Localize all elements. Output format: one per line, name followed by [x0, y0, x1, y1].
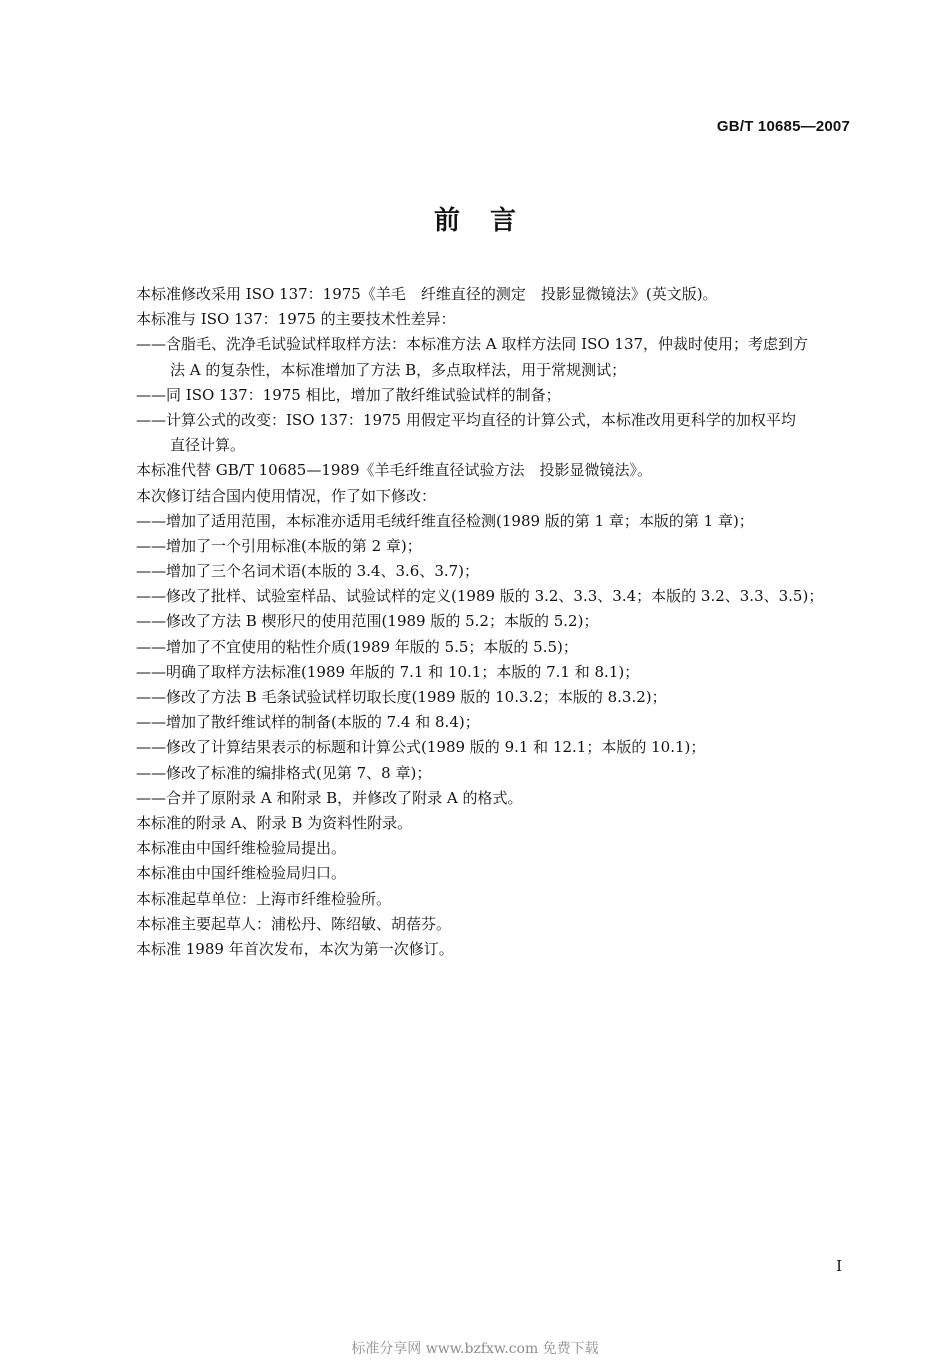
paragraph: 本次修订结合国内使用情况，作了如下修改： [136, 486, 437, 505]
list-item: ——修改了标准的编排格式(见第 7、8 章)； [136, 763, 432, 782]
paragraph: 本标准修改采用 ISO 137：1975《羊毛 纤维直径的测定 投影显微镜法》(英文版)。 [136, 285, 718, 303]
list-item: ——增加了不宜使用的粘性介质(1989 年版的 5.5；本版的 5.5)； [136, 637, 578, 656]
foreword-body [136, 282, 856, 962]
list-item: ——增加了三个名词术语(本版的 3.4、3.6、3.7)； [136, 562, 480, 581]
paragraph: 本标准起草单位：上海市纤维检验所。 [136, 889, 392, 908]
page-number: I [836, 1257, 842, 1275]
list-item: ——增加了散纤维试样的制备(本版的 7.4 和 8.4)； [136, 713, 480, 732]
list-item: ——合并了原附录 A 和附录 B，并修改了附录 A 的格式。 [136, 788, 523, 807]
list-item: ——修改了方法 B 楔形尺的使用范围(1989 版的 5.2；本版的 5.2)； [136, 612, 599, 631]
list-item: ——计算公式的改变：ISO 137：1975 用假定平均直径的计算公式，本标准改用更科学的加权平均 [136, 410, 796, 429]
paragraph: 本标准 1989 年首次发布，本次为第一次修订。 [136, 939, 454, 958]
standard-number: GB/T 10685—2007 [716, 118, 850, 135]
list-item: ——修改了计算结果表示的标题和计算公式(1989 版的 9.1 和 12.1；本版的 10.1)； [136, 738, 706, 757]
list-item: ——含脂毛、洗净毛试验试样取样方法：本标准方法 A 取样方法同 ISO 137，仲裁时使用；考虑到方 [136, 335, 809, 354]
list-item: ——修改了方法 B 毛条试验试样切取长度(1989 版的 10.3.2；本版的 8.3.2)； [136, 688, 667, 706]
list-item: ——修改了批样、试验室样品、试验试样的定义(1989 版的 3.2、3.3、3.4；本版的 3.2、3.3、3.5)； [136, 587, 824, 606]
list-item-continuation: 法 A 的复杂性，本标准增加了方法 B，多点取样法，用于常规测试； [170, 360, 627, 379]
list-item: ——增加了适用范围，本标准亦适用毛绒纤维直径检测(1989 版的第 1 章；本版的第 1 章)； [136, 511, 754, 530]
watermark: 标准分享网 www.bzfxw.com 免费下载 [351, 1341, 599, 1357]
paragraph: 本标准与 ISO 137：1975 的主要技术性差异： [136, 310, 456, 329]
paragraph: 本标准主要起草人：浦松丹、陈绍敏、胡蓓芬。 [136, 914, 452, 933]
paragraph: 本标准由中国纤维检验局归口。 [136, 864, 347, 883]
list-item: ——增加了一个引用标准(本版的第 2 章)； [136, 536, 422, 555]
paragraph: 本标准代替 GB/T 10685—1989《羊毛纤维直径试验方法 投影显微镜法》。 [136, 461, 652, 480]
paragraph: 本标准由中国纤维检验局提出。 [136, 839, 347, 858]
paragraph: 本标准的附录 A、附录 B 为资料性附录。 [136, 813, 413, 832]
list-item: ——明确了取样方法标准(1989 年版的 7.1 和 10.1；本版的 7.1 和 8.1)； [136, 662, 640, 681]
list-item: ——同 ISO 137：1975 相比，增加了散纤维试验试样的制备； [136, 385, 561, 404]
list-item-continuation: 直径计算。 [170, 436, 246, 455]
page-title: 前言 [433, 206, 546, 236]
